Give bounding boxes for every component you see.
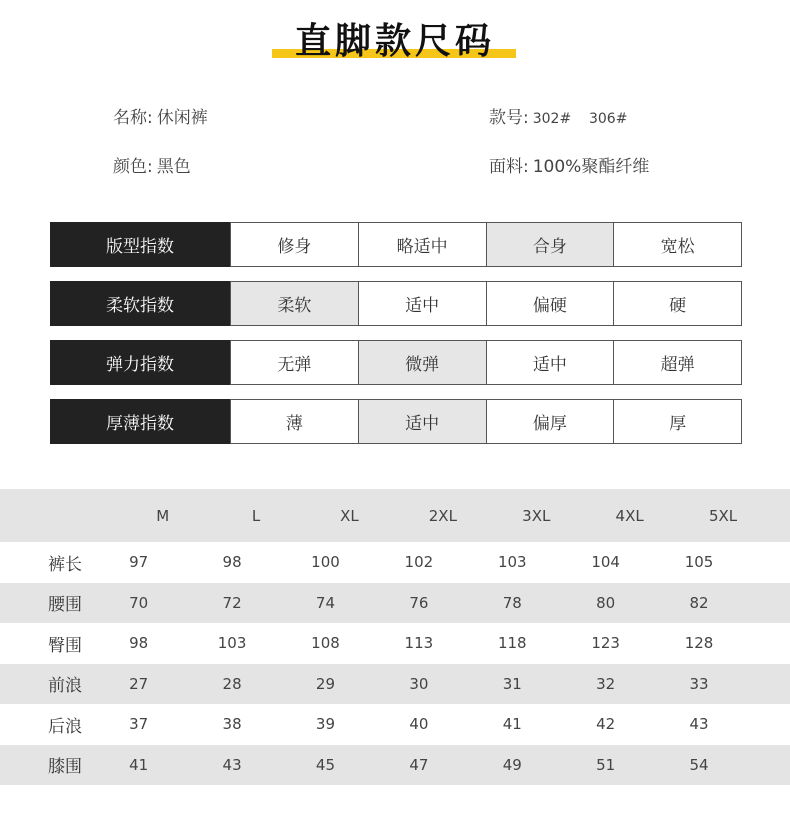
index-label: 版型指数 xyxy=(50,222,230,267)
measurement-name: 前浪 xyxy=(48,676,82,697)
measurement-value: 74 xyxy=(315,593,336,612)
measurement-value: 103 xyxy=(497,553,527,572)
table-row xyxy=(0,542,790,583)
size-header-cell: L xyxy=(251,506,261,525)
measurement-name: 后浪 xyxy=(48,716,82,737)
size-header-cell: XL xyxy=(340,506,359,525)
measurement-value: 104 xyxy=(591,553,620,572)
measurement-value: 49 xyxy=(502,755,522,774)
info-fabric-label: 面料: xyxy=(489,157,529,177)
index-option: 宽松 xyxy=(614,222,742,267)
size-table xyxy=(0,489,790,785)
page-title: 直脚款尺码 xyxy=(294,21,495,62)
index-option-selected: 柔软 xyxy=(230,281,359,326)
index-option-selected: 微弹 xyxy=(359,340,487,385)
measurement-value: 108 xyxy=(311,634,340,653)
measurement-value: 43 xyxy=(689,715,709,734)
measurement-value: 103 xyxy=(217,634,247,653)
index-option: 超弹 xyxy=(614,340,742,385)
index-option: 适中 xyxy=(487,340,615,385)
measurement-name: 裤长 xyxy=(48,554,82,575)
measurement-value: 98 xyxy=(129,634,149,653)
measurement-value: 43 xyxy=(222,755,242,774)
index-option: 适中 xyxy=(359,281,487,326)
index-option-selected: 合身 xyxy=(487,222,615,267)
title-block xyxy=(0,16,790,76)
index-row xyxy=(50,281,742,326)
measurement-name: 腰围 xyxy=(48,595,82,616)
measurement-value: 38 xyxy=(222,715,242,734)
measurement-value: 97 xyxy=(129,553,149,572)
measurement-value: 72 xyxy=(222,593,242,612)
table-row xyxy=(0,745,790,786)
measurement-value: 98 xyxy=(222,553,242,572)
measurement-value: 51 xyxy=(596,755,616,774)
measurement-value: 42 xyxy=(596,715,616,734)
index-option-selected: 适中 xyxy=(359,399,487,444)
measurement-value: 33 xyxy=(689,674,709,693)
index-option: 偏厚 xyxy=(487,399,615,444)
index-option: 厚 xyxy=(614,399,742,444)
size-table-header xyxy=(0,489,790,542)
measurement-value: 100 xyxy=(311,553,340,572)
measurement-value: 31 xyxy=(502,674,522,693)
measurement-value: 78 xyxy=(502,593,522,612)
measurement-value: 113 xyxy=(404,634,434,653)
info-color-label: 颜色: xyxy=(113,157,153,177)
index-row xyxy=(50,340,742,385)
measurement-name: 膝围 xyxy=(48,757,82,778)
measurement-value: 123 xyxy=(591,634,620,653)
info-name xyxy=(113,107,208,129)
index-label: 厚薄指数 xyxy=(50,399,230,444)
measurement-value: 82 xyxy=(689,593,709,612)
measurement-value: 76 xyxy=(409,593,429,612)
size-header-cell: 2XL xyxy=(428,506,457,525)
measurement-value: 32 xyxy=(596,674,616,693)
index-label: 弹力指数 xyxy=(50,340,230,385)
measurement-value: 54 xyxy=(689,755,709,774)
index-option: 无弹 xyxy=(230,340,359,385)
index-row xyxy=(50,399,742,444)
table-row xyxy=(0,583,790,624)
index-option: 偏硬 xyxy=(487,281,615,326)
table-row xyxy=(0,664,790,705)
info-style xyxy=(489,107,627,130)
info-fabric-value: 100%聚酯纤维 xyxy=(532,157,650,177)
measurement-value: 102 xyxy=(404,553,434,572)
measurement-value: 80 xyxy=(596,593,616,612)
size-header-cell: 4XL xyxy=(615,506,644,525)
index-option: 略适中 xyxy=(359,222,487,267)
index-option: 修身 xyxy=(230,222,359,267)
size-header-cell: 3XL xyxy=(522,506,551,525)
info-color-value: 黑色 xyxy=(156,157,191,177)
measurement-value: 41 xyxy=(129,755,149,774)
index-label: 柔软指数 xyxy=(50,281,230,326)
index-option: 硬 xyxy=(614,281,742,326)
measurement-value: 128 xyxy=(684,634,714,653)
measurement-name: 臀围 xyxy=(48,635,82,656)
size-header-cell: 5XL xyxy=(708,506,738,525)
measurement-value: 29 xyxy=(315,674,336,693)
measurement-value: 70 xyxy=(129,593,149,612)
measurement-value: 118 xyxy=(497,634,527,653)
info-fabric xyxy=(489,156,649,178)
info-name-value: 休闲裤 xyxy=(156,108,208,128)
index-row xyxy=(50,222,742,267)
measurement-value: 37 xyxy=(129,715,149,734)
measurement-value: 105 xyxy=(684,553,714,572)
measurement-value: 41 xyxy=(502,715,522,734)
measurement-value: 40 xyxy=(409,715,429,734)
table-row xyxy=(0,623,790,664)
info-style-value: 302# 306# xyxy=(532,111,628,127)
index-option: 薄 xyxy=(230,399,359,444)
info-color xyxy=(113,156,191,178)
measurement-value: 27 xyxy=(129,674,149,693)
size-header-cell: M xyxy=(156,506,170,525)
info-name-label: 名称: xyxy=(113,108,153,128)
measurement-value: 47 xyxy=(409,755,429,774)
measurement-value: 39 xyxy=(315,715,336,734)
measurement-value: 45 xyxy=(315,755,336,774)
table-row xyxy=(0,704,790,745)
measurement-value: 28 xyxy=(222,674,242,693)
info-style-label: 款号: xyxy=(489,108,529,128)
measurement-value: 30 xyxy=(409,674,429,693)
